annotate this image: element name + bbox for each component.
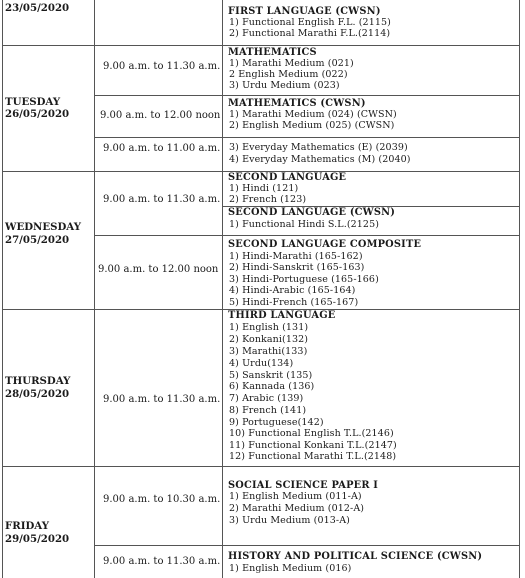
subject-item: 10) Functional English T.L.(2146) [229,428,394,439]
subject-item: 1) Marathi Medium (024) (CWSN) [229,109,397,120]
subject-item: 5) Hindi-French (165-167) [229,297,359,308]
subject-item: 1) Functional Hindi S.L.(2125) [229,219,380,230]
subject-item: 5) Sanskrit (135) [229,370,313,381]
session-divider [94,545,519,546]
subject-item: 1) Hindi (121) [229,183,299,194]
session-divider [94,137,519,138]
subject-item: 1) Marathi Medium (021) [229,58,354,69]
subject-item: 9) Portuguese(142) [229,417,324,428]
column-divider-time [222,0,223,578]
session-divider [94,95,519,96]
subject-item: 1) English Medium (016) [229,563,352,574]
subject-item: 3) Everyday Mathematics (E) (2039) [229,142,408,153]
exam-day: THURSDAY [5,375,71,387]
exam-date: 28/05/2020 [5,388,70,400]
column-divider-date [94,0,95,578]
subject-heading: SECOND LANGUAGE (CWSN) [228,207,396,218]
exam-time: 9.00 a.m. to 11.30 a.m. [103,61,221,72]
subject-item: 2 English Medium (022) [229,69,348,80]
row-divider [2,45,519,46]
subject-item: 2) English Medium (025) (CWSN) [229,120,395,131]
subject-item: 3) Urdu Medium (013-A) [229,515,350,526]
subject-heading: MATHEMATICS (CWSN) [228,98,366,109]
subject-item: 4) Everyday Mathematics (M) (2040) [229,154,411,165]
exam-time: 9.00 a.m. to 11.00 a.m. [103,143,221,154]
exam-time: 9.00 a.m. to 11.30 a.m. [103,556,221,567]
exam-date: 23/05/2020 [5,2,70,14]
exam-day: FRIDAY [5,520,49,532]
subject-item: 2) Functional Marathi F.L.(2114) [229,28,391,39]
subject-heading: SOCIAL SCIENCE PAPER I [228,480,379,491]
subject-item: 8) French (141) [229,405,307,416]
table-border-left [2,0,3,578]
session-divider [94,235,519,236]
subject-item: 4) Urdu(134) [229,358,294,369]
subject-item: 12) Functional Marathi T.L.(2148) [229,451,397,462]
exam-time: 9.00 a.m. to 12.00 noon [98,264,219,275]
subject-item: 1) English Medium (011-A) [229,491,362,502]
subject-item: 7) Arabic (139) [229,393,304,404]
subject-item: 2) French (123) [229,194,307,205]
exam-day: TUESDAY [5,96,61,108]
subject-heading: HISTORY AND POLITICAL SCIENCE (CWSN) [228,551,483,562]
subject-heading: FIRST LANGUAGE (CWSN) [228,6,381,17]
subject-item: 2) Konkani(132) [229,334,309,345]
subject-item: 1) English (131) [229,322,309,333]
exam-time: 9.00 a.m. to 10.30 a.m. [103,494,221,505]
subject-item: 2) Marathi Medium (012-A) [229,503,365,514]
exam-date: 29/05/2020 [5,533,70,545]
exam-time: 9.00 a.m. to 11.30 a.m. [103,394,221,405]
subject-heading: SECOND LANGUAGE COMPOSITE [228,239,422,250]
exam-day: WEDNESDAY [5,221,81,233]
exam-time: 9.00 a.m. to 12.00 noon [100,110,221,121]
subject-item: 4) Hindi-Arabic (165-164) [229,285,356,296]
table-border-right [519,0,520,578]
subject-item: 1) Hindi-Marathi (165-162) [229,251,363,262]
exam-date: 27/05/2020 [5,234,70,246]
exam-time: 9.00 a.m. to 11.30 a.m. [103,194,221,205]
subject-item: 3) Marathi(133) [229,346,308,357]
subject-item: 11) Functional Konkani T.L.(2147) [229,440,397,451]
subject-item: 3) Hindi-Portuguese (165-166) [229,274,379,285]
row-divider [2,466,519,467]
subject-heading: SECOND LANGUAGE [228,172,347,183]
subject-item: 3) Urdu Medium (023) [229,80,340,91]
subject-heading: MATHEMATICS [228,47,317,58]
exam-date: 26/05/2020 [5,108,70,120]
subject-item: 1) Functional English F.L. (2115) [229,17,391,28]
subject-item: 6) Kannada (136) [229,381,315,392]
subject-item: 2) Hindi-Sanskrit (165-163) [229,262,365,273]
subject-heading: THIRD LANGUAGE [228,310,336,321]
